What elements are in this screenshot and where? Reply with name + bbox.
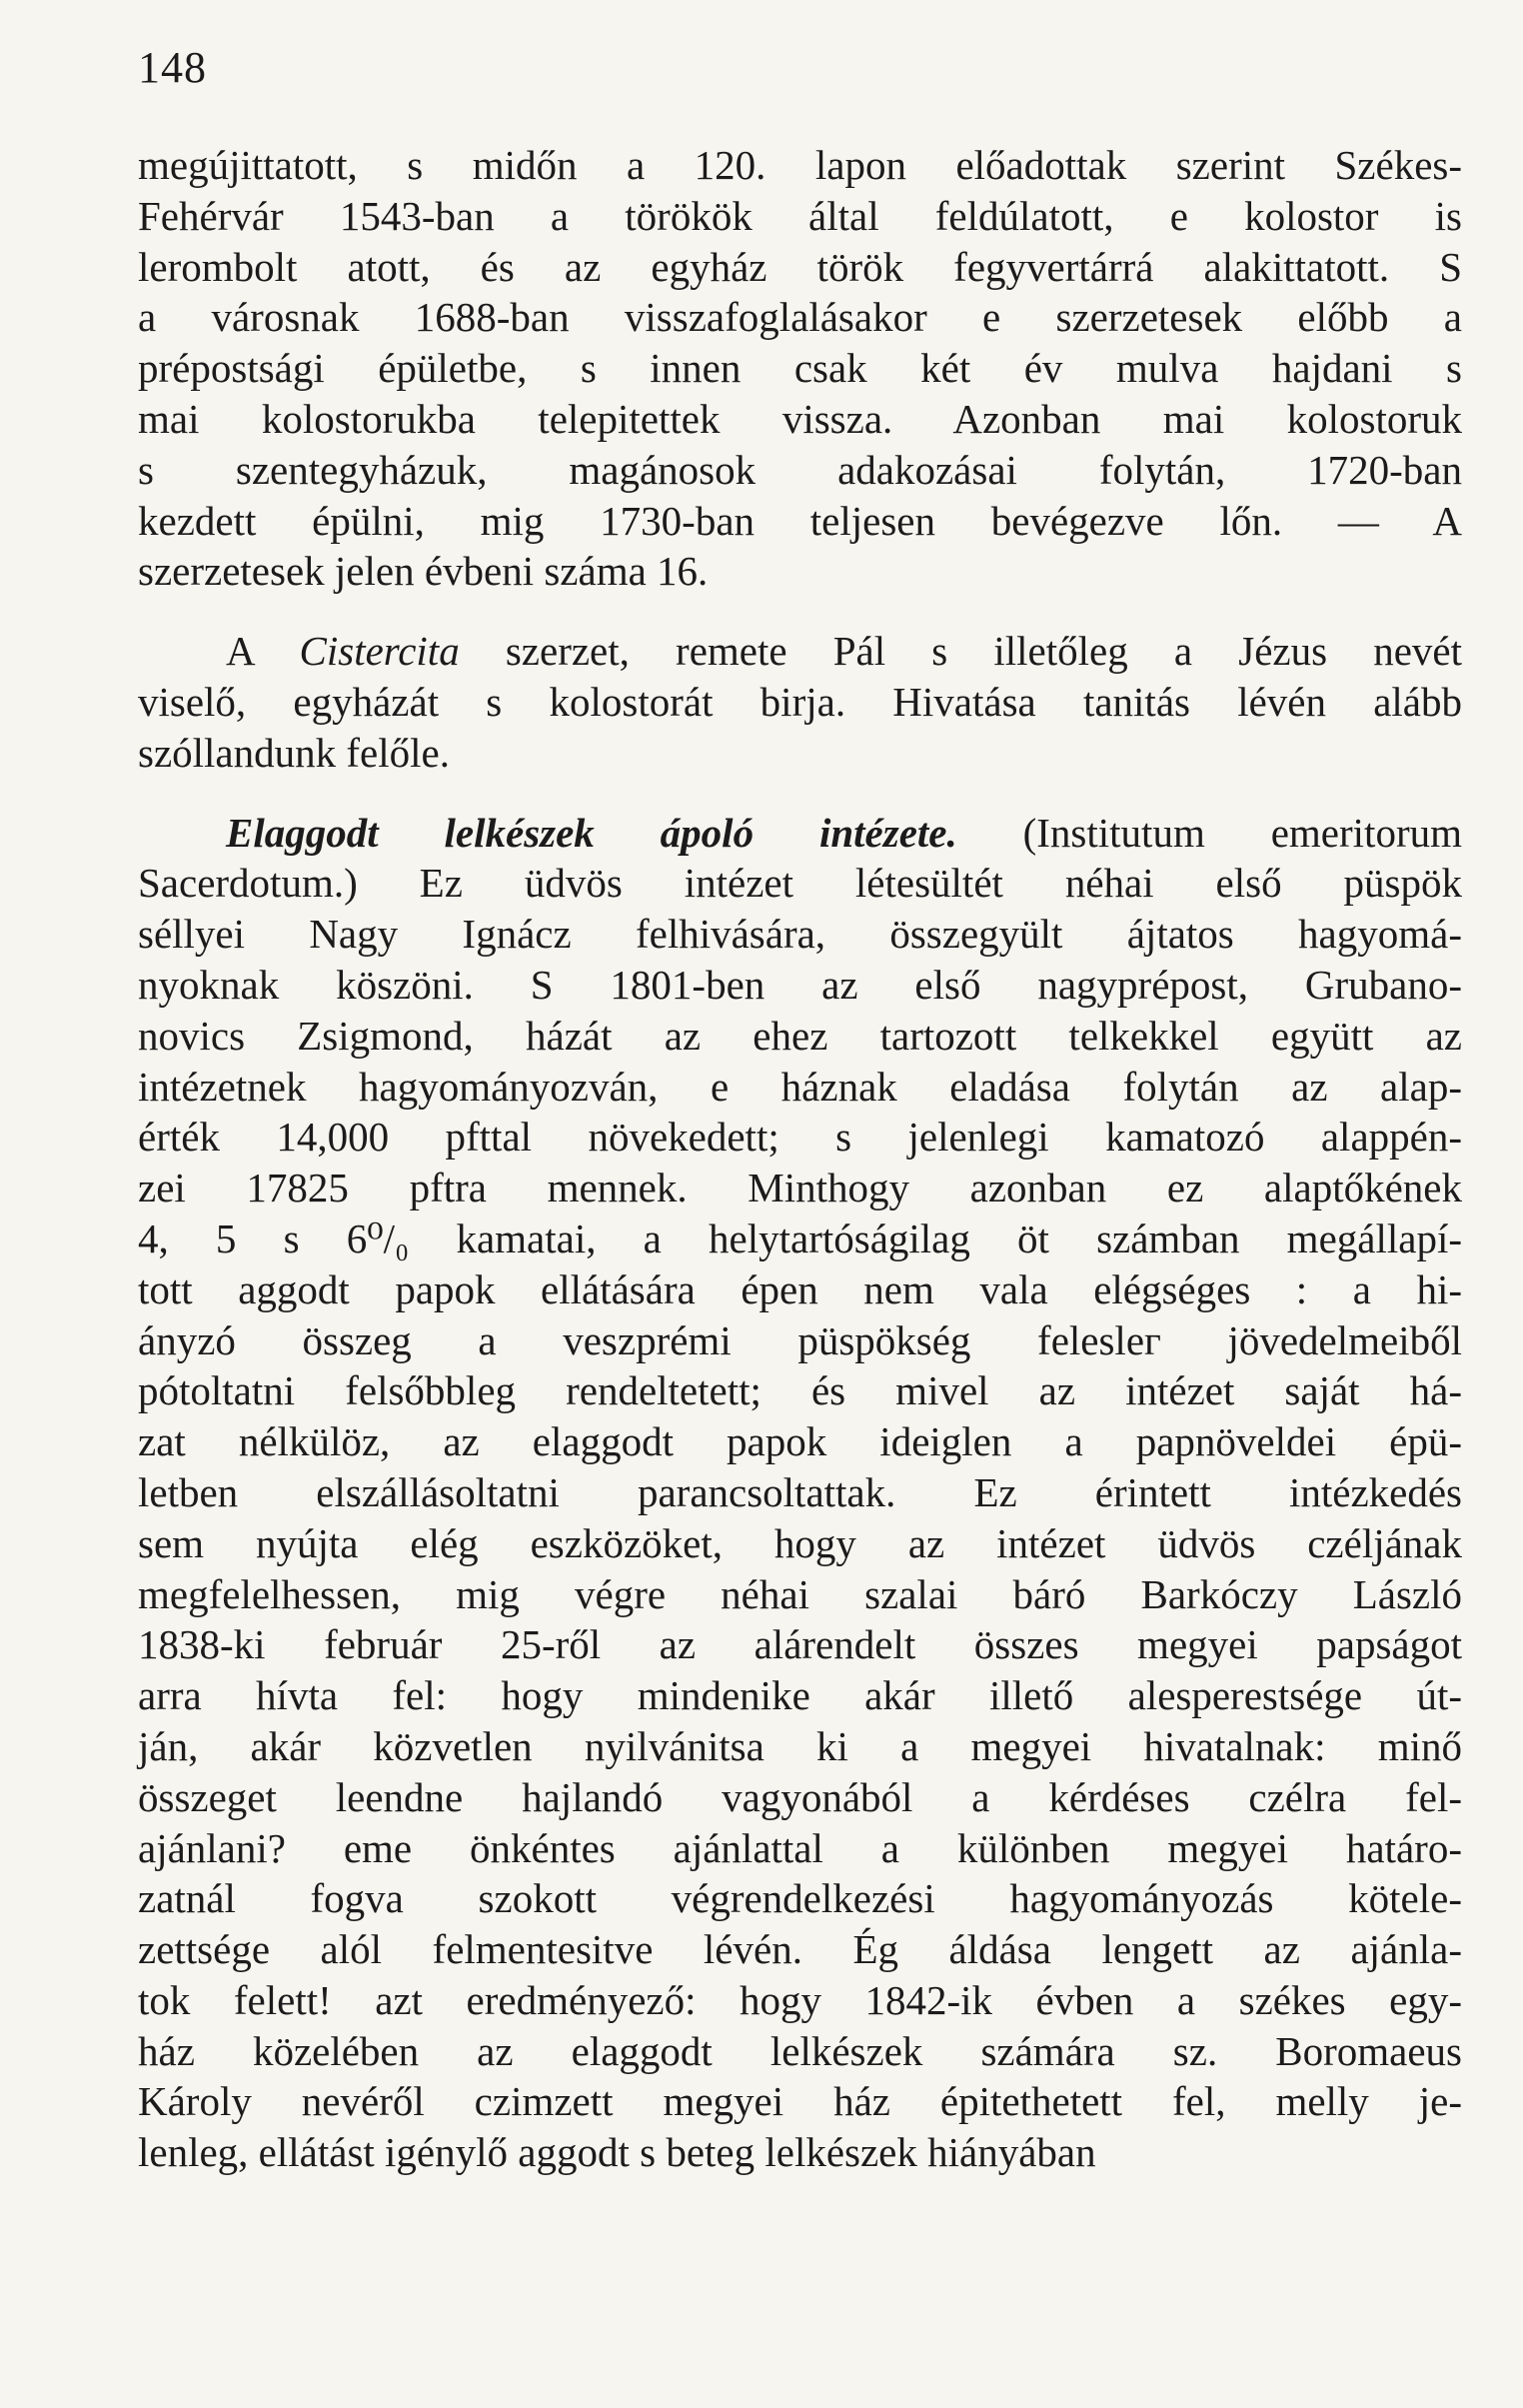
- line-text: A: [226, 628, 300, 675]
- text-line: ház közelében az elaggodt lelkészek számára sz. Boromaeus: [138, 2027, 1462, 2074]
- text-line: 4, 5 s 6⁰/₀ kamatai, a helytartóságilag öt számban megállapí-: [138, 1214, 1462, 1261]
- text-line: zei 17825 pftra mennek. Minthogy azonban ez alaptőkének: [138, 1165, 1462, 1211]
- text-line: tott aggodt papok ellátására épen nem vala elégséges : a hi-: [138, 1265, 1462, 1312]
- text-line: összeget leendne hajlandó vagyonából a kérdéses czélra fel-: [138, 1773, 1462, 1820]
- page-number: 148: [138, 43, 207, 92]
- italic-term: Elaggodt lelkészek ápoló intézete.: [226, 809, 957, 856]
- text-line: novics Zsigmond, házát az ehez tartozott telkekkel együtt az: [138, 1012, 1462, 1059]
- paragraph: [138, 626, 1462, 778]
- paragraph-gap: [138, 779, 1462, 808]
- body-text: [138, 140, 1462, 2178]
- text-line: érték 14,000 pfttal növekedett; s jelenlegi kamatozó alappén-: [138, 1114, 1462, 1161]
- text-line: zettsége alól felmentesitve lévén. Ég áldása lengett az ajánla-: [138, 1926, 1462, 1973]
- text-line: intézetnek hagyományozván, e háznak eladása folytán az alap-: [138, 1063, 1462, 1110]
- text-line: a városnak 1688-ban visszafoglalásakor e szerzetesek előbb a: [138, 294, 1462, 341]
- text-line: szóllandunk felőle.: [138, 729, 450, 776]
- text-line: zat nélkülöz, az elaggodt papok ideiglen a papnöveldei épü-: [138, 1418, 1462, 1465]
- text-line: lerombolt atott, és az egyház török fegyvertárrá alakittatott. S: [138, 243, 1462, 290]
- text-line: Fehérvár 1543-ban a törökök által feldúlatott, e kolostor is: [138, 192, 1462, 239]
- text-line: ján, akár közvetlen nyilvánitsa ki a megyei hivatalnak: minő: [138, 1722, 1462, 1769]
- line-text: (Institutum emeritorum: [956, 809, 1462, 856]
- text-line: arra hívta fel: hogy mindenike akár illető alesperestsége út-: [138, 1672, 1462, 1719]
- text-line: Sacerdotum.) Ez üdvös intézet létesültét néhai első püspök: [138, 860, 1462, 907]
- text-line: letben elszállásoltatni parancsoltattak. Ez érintett intézkedés: [138, 1468, 1462, 1515]
- text-line: szerzetesek jelen évbeni száma 16.: [138, 548, 709, 595]
- text-line: kezdett épülni, mig 1730-ban teljesen bevégezve lőn. — A: [138, 497, 1462, 544]
- text-line: 1838-ki február 25-ről az alárendelt összes megyei papságot: [138, 1621, 1462, 1668]
- text-line: s szentegyházuk, magánosok adakozásai folytán, 1720-ban: [138, 446, 1462, 493]
- paragraph: [138, 808, 1462, 2179]
- text-line: lenleg, ellátást igénylő aggodt s beteg lelkészek hiányában: [138, 2129, 1096, 2176]
- text-line: mai kolostorukba telepitettek vissza. Azonban mai kolostoruk: [138, 395, 1462, 442]
- paragraph: [138, 140, 1462, 597]
- text-line: zatnál fogva szokott végrendelkezési hagyományozás kötele-: [138, 1875, 1462, 1922]
- text-line: sem nyújta elég eszközöket, hogy az intézet üdvös czéljának: [138, 1519, 1462, 1566]
- text-line: [138, 808, 1462, 859]
- text-line: prépostsági épületbe, s innen csak két év mulva hajdani s: [138, 345, 1462, 392]
- text-line: viselő, egyházát s kolostorát birja. Hivatása tanitás lévén alább: [138, 678, 1462, 725]
- text-line: Károly nevéről czimzett megyei ház épitethetett fel, melly je-: [138, 2078, 1462, 2125]
- text-line: megújittatott, s midőn a 120. lapon előadottak szerint Székes-: [138, 142, 1462, 188]
- text-line: ajánlani? eme önkéntes ajánlattal a különben megyei határo-: [138, 1824, 1462, 1871]
- text-line: tok felett! azt eredményező: hogy 1842-ik évben a székes egy-: [138, 1976, 1462, 2023]
- text-line: nyoknak köszöni. S 1801-ben az első nagyprépost, Grubano-: [138, 961, 1462, 1008]
- text-line: megfelelhessen, mig végre néhai szalai báró Barkóczy László: [138, 1570, 1462, 1617]
- text-line: ányzó összeg a veszprémi püspökség feleslег jövedelmeiből: [138, 1316, 1462, 1363]
- italic-term: Cistercita: [299, 628, 460, 675]
- paragraph-gap: [138, 597, 1462, 626]
- text-line: pótoltatni felsőbbleg rendeltetett; és mivel az intézet saját há-: [138, 1367, 1462, 1414]
- text-line: séllyei Nagy Ignácz felhivására, összegyült ájtatos hagyomá-: [138, 911, 1462, 958]
- line-text: szerzet, remete Pál s illetőleg a Jézus nevét: [459, 628, 1462, 675]
- text-line: [138, 626, 1462, 677]
